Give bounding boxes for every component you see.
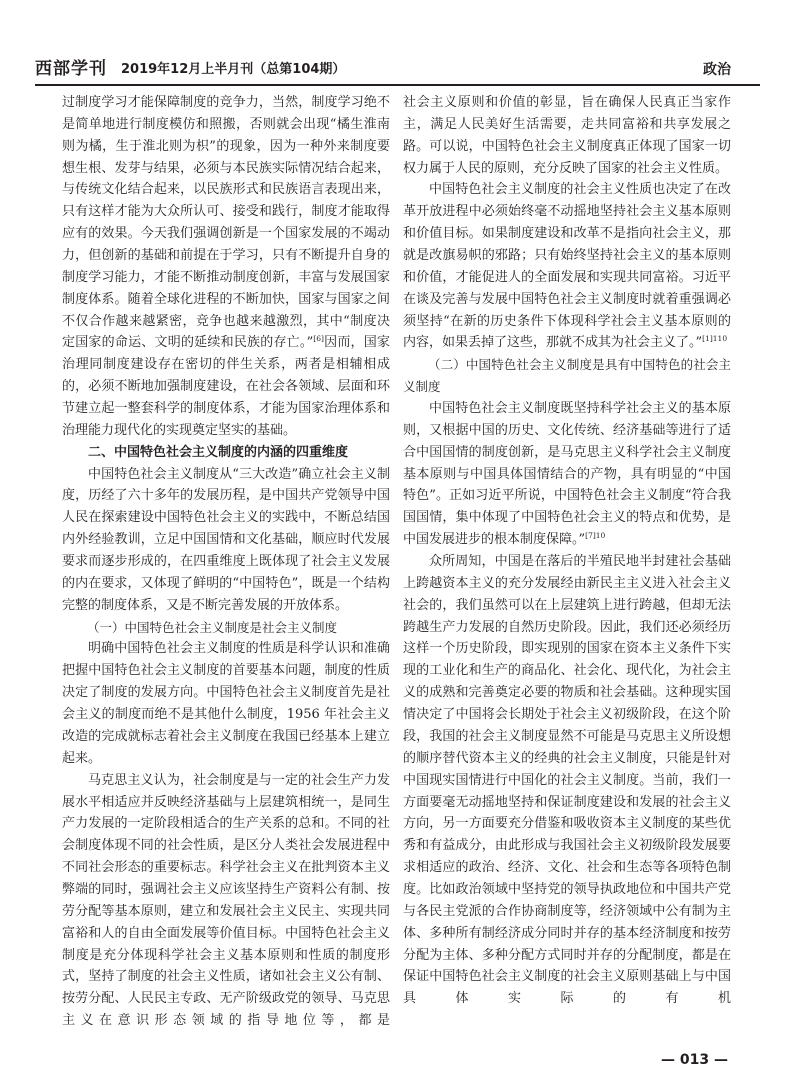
paragraph (62, 92, 390, 442)
subsection-heading: （二）中国特色社会主义制度是具有中国特色的社会主义制度 (403, 357, 731, 395)
paragraph: 马克思主义认为，社会制度是与一定的社会生产力发展水平相适应并反映经济基础与上层建筑相统一，是同生产力发展的一定阶段相适合的生产关系的总和。不同的社会制度体现不同的社会性质，是区分人类社会发展进程中不同社会形态的重要标志。科学社会主义在批判资本主义弊端的同时，强调社会主义应该坚持生产资料公有制、按劳分配等基本原则，建立和发展社会主义民主、实现共同富裕和人的自由全面发展等价值目标。中国特色社会主义制度是充分体现科学社会主义基本原则和性质的制度形式，坚持了制度的社会主义性质，诸如社会主义公有制、按劳分配、人民民主专政、无产阶级政党的领导、马克思主义在意识形态领域的指导地位等，都是 (62, 772, 390, 1029)
paragraph: 社会主义原则和价值的彰显，旨在确保人民真正当家作主，满足人民美好生活需要，走共同富裕和共享发展之路。可以说，中国特色社会主义制度真正体现了国家一切权力属于人民的原则，充分反映了国家的社会主义性质。 (403, 95, 731, 176)
paragraph: 明确中国特色社会主义制度的性质是科学认识和准确把握中国特色社会主义制度的首要基本问题，制度的性质决定了制度的发展方向。中国特色社会主义制度首先是社会主义的制度而绝不是其他什么制度，1956 年社会主义改造的完成就标志着社会主义制度在我国已经基本上建立起来。 (62, 641, 390, 766)
citation: [6] (313, 334, 324, 344)
issue-info: 2019年12月上半月刊（总第104期） (121, 62, 346, 77)
right-column (403, 92, 731, 1010)
journal-logo: 西部学刊 (35, 59, 107, 79)
paragraph-text: 因而，国家治理同制度建设存在密切的伴生关系，两者是相辅相成的，必须不断地加强制度建设，在社会各领域、层面和环节建立起一整套科学的制度体系，才能为国家治理体系和治理能力现代化的实现奠定坚实的基础。 (62, 335, 390, 438)
section-label: 政治 (703, 62, 731, 78)
paragraph-text: 中国特色社会主义制度既坚持科学社会主义的基本原则，又根据中国的历史、文化传统、经济基础等进行了适合中国国情的制度创新，是马克思主义科学社会主义制度基本原则与中国具体国情结合的产物，具有明显的“中国特色”。正如习近平所说，中国特色社会主义制度“符合我国国情，集中体现了中国特色社会主义的特点和优势，是中国发展进步的根本制度保障。” (403, 401, 731, 548)
paragraph: 众所周知，中国是在落后的半殖民地半封建社会基础上跨越资本主义的充分发展经由新民主主义进入社会主义社会的，我们虽然可以在上层建筑上进行跨越，但却无法跨越生产力发展的自然历史阶段。因此，我们还必须经历这样一个历史阶段，即实现别的国家在资本主义条件下实现的工业化和生产的商品化、社会化、现代化，为社会主义的成熟和完善奠定必要的物质和社会基础。这种现实国情决定了中国将会长期处于社会主义初级阶段，在这个阶段，我国的社会主义制度显然不可能是马克思主义所设想的顺序替代资本主义的经典的社会主义制度，只能是针对中国现实国情进行中国化的社会主义制度。当前，我们一方面要毫无动摇地坚持和保证制度建设和发展的社会主义方向，另一方面要充分借鉴和吸收资本主义制度的某些优秀和有益成分，由此形成与我国社会主义初级阶段发展要求相适应的政治、经济、文化、社会和生态等各项特色制度。比如政治领域中坚持党的领导执政地位和中国共产党与各民主党派的合作协商制度等，经济领域中公有制为主体、多种所有制经济成分同时并存的基本经济制度和按劳分配为主体、多种分配方式同时并存的分配制度，都是在保证中国特色社会主义制度的社会主义原则基础上与中国具体实际的有机 (403, 554, 731, 1007)
citation: [7]10 (585, 531, 606, 541)
page-number: — 013 — (661, 1052, 728, 1068)
citation: [1]110 (702, 334, 728, 344)
left-column (62, 92, 390, 1032)
subsection-heading: （一）中国特色社会主义制度是社会主义制度 (87, 619, 338, 635)
paragraph (403, 398, 731, 551)
header-divider (35, 84, 760, 86)
paragraph-text: 过制度学习才能保障制度的竞争力，当然，制度学习绝不是简单地进行制度模仿和照搬，否则就会出现“橘生淮南则为橘，生于淮北则为枳”的现象，因为一种外来制度要想生根、发芽与结果，必须与本民族实际情况结合起来，与传统文化结合起来，以民族形式和民族语言表现出来，只有这样才能为大众所认可、接受和践行，制度才能取得应有的效果。今天我们强调创新是一个国家发展的不竭动力，但创新的基础和前提在于学习，只有不断提升自身的制度学习能力，才能不断推动制度创新，丰富与发展国家制度体系。随着全球化进程的不断加快，国家与国家之间不仅合作越来越紧密，竞争也越来越激烈，其中“制度决定国家的命运、文明的延续和民族的存亡。” (62, 95, 390, 351)
paragraph: 中国特色社会主义制度从“三大改造”确立社会主义制度，历经了六十多年的发展历程，是中国共产党领导中国人民在探索建设中国特色社会主义的实践中，不断总结国内外经验教训，立足中国国情和文化基础，顺应时代发展要求而逐步形成的，在四重维度上既体现了社会主义发展的内在要求，又体现了鲜明的“中国特色”，既是一个结构完整的制度体系，又是不断完善发展的开放体系。 (62, 466, 390, 613)
paragraph-text: 中国特色社会主义制度的社会主义性质也决定了在改革开放进程中必须始终毫不动摇地坚持社会主义基本原则和价值目标。如果制度建设和改革不是指向社会主义，那就是改旗易帜的邪路；只有始终坚持社会主义的基本原则和价值，才能促进人的全面发展和实现共同富裕。习近平在谈及完善与发展中国特色社会主义制度时就着重强调必须坚持“在新的历史条件下体现科学社会主义基本原则的内容，如果丢掉了这些，那就不成其为社会主义了。” (403, 182, 731, 351)
paragraph (403, 179, 731, 354)
section-heading: 二、中国特色社会主义制度的内涵的四重维度 (88, 444, 349, 460)
